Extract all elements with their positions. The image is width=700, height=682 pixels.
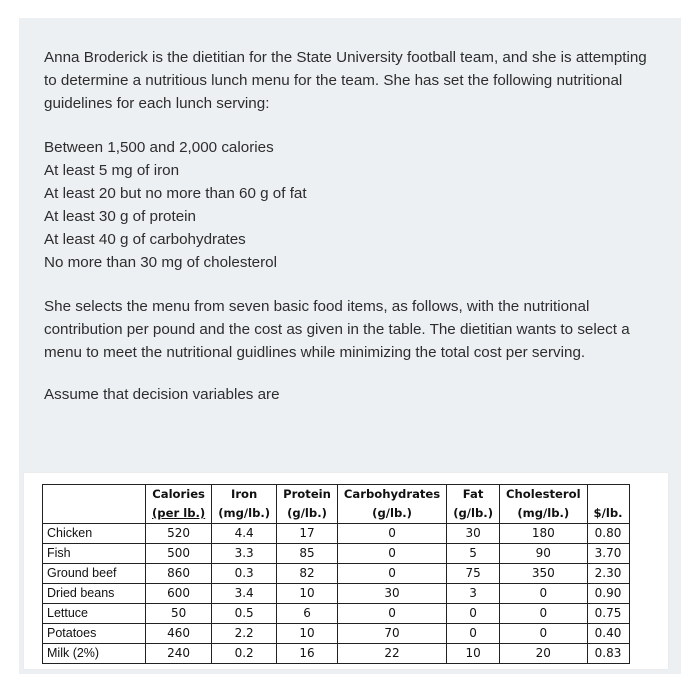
table-cell: 3.70 [587,544,629,564]
table-cell: 2.30 [587,564,629,584]
table-cell: 3.4 [212,584,277,604]
table-cell: 0 [337,524,446,544]
header-cholesterol: Cholesterol [500,485,588,505]
table-cell: 600 [146,584,212,604]
header-iron: Iron [212,485,277,505]
table-row [43,524,630,544]
guideline-carbohydrates: At least 40 g of carbohydrates [44,231,246,248]
table-row [43,624,630,644]
unit-iron: (mg/lb.) [212,504,277,524]
table-cell: 85 [277,544,338,564]
problem-text [44,46,654,406]
table-cell: 16 [277,644,338,664]
food-name-cell: Lettuce [43,604,146,624]
table-cell: 0 [337,544,446,564]
table-cell: 0 [500,584,588,604]
food-name-cell: Dried beans [43,584,146,604]
table-cell: 0.80 [587,524,629,544]
table-body [43,524,630,664]
table-cell: 22 [337,644,446,664]
intro-paragraph: Anna Broderick is the dietitian for the State University football team, and she is attempting to determine a nutritious lunch menu for the team. She has set the following nutritional guidelines for each lunch serving: [44,49,647,112]
table-cell: 2.2 [212,624,277,644]
food-name-cell: Fish [43,544,146,564]
unit-carbohydrates: (g/lb.) [337,504,446,524]
table-cell: 10 [277,584,338,604]
food-name-cell: Chicken [43,524,146,544]
food-name-cell: Ground beef [43,564,146,584]
header-protein: Protein [277,485,338,505]
assume-paragraph: Assume that decision variables are [44,386,280,403]
guideline-calories: Between 1,500 and 2,000 calories [44,139,274,156]
table-cell: 82 [277,564,338,584]
table-cell: 350 [500,564,588,584]
table-cell: 0.90 [587,584,629,604]
table-cell: 10 [277,624,338,644]
table-row [43,644,630,664]
table-cell: 30 [337,584,446,604]
header-carbohydrates: Carbohydrates [337,485,446,505]
guideline-protein: At least 30 g of protein [44,208,196,225]
table-cell: 75 [447,564,500,584]
unit-food [43,504,146,524]
table-cell: 0.40 [587,624,629,644]
guideline-cholesterol: No more than 30 mg of cholesterol [44,254,277,271]
table-cell: 0 [447,604,500,624]
table-cell: 0 [500,604,588,624]
food-name-cell: Milk (2%) [43,644,146,664]
table-cell: 3 [447,584,500,604]
guideline-iron: At least 5 mg of iron [44,162,180,179]
table-header-row-top [43,485,630,505]
nutrition-table [42,484,630,664]
table-cell: 0.75 [587,604,629,624]
table-cell: 6 [277,604,338,624]
table-row [43,564,630,584]
table-cell: 0 [447,624,500,644]
table-cell: 460 [146,624,212,644]
unit-fat: (g/lb.) [447,504,500,524]
nutrition-table-image [24,473,668,669]
table-cell: 0 [337,604,446,624]
unit-cholesterol: (mg/lb.) [500,504,588,524]
table-cell: 50 [146,604,212,624]
table-cell: 10 [447,644,500,664]
table-cell: 17 [277,524,338,544]
description-paragraph: She selects the menu from seven basic food items, as follows, with the nutritional contribution per pound and the cost as given in the table. The dietitian wants to select a menu to meet the nutritional guidlines while minimizing the total cost per serving. [44,298,630,361]
table-cell: 0 [500,624,588,644]
table-row [43,604,630,624]
table-row [43,584,630,604]
table-cell: 20 [500,644,588,664]
table-cell: 0.5 [212,604,277,624]
table-cell: 240 [146,644,212,664]
table-cell: 5 [447,544,500,564]
food-name-cell: Potatoes [43,624,146,644]
table-cell: 4.4 [212,524,277,544]
table-cell: 860 [146,564,212,584]
unit-cost: $/lb. [587,504,629,524]
table-cell: 180 [500,524,588,544]
table-cell: 3.3 [212,544,277,564]
unit-calories: (per lb.) [152,506,206,520]
table-cell: 0.2 [212,644,277,664]
table-cell: 70 [337,624,446,644]
header-food [43,485,146,505]
table-cell: 30 [447,524,500,544]
table-cell: 90 [500,544,588,564]
table-cell: 0.83 [587,644,629,664]
header-calories: Calories [146,485,212,505]
table-cell: 0.3 [212,564,277,584]
header-cost [587,485,629,505]
table-row [43,544,630,564]
table-cell: 500 [146,544,212,564]
table-cell: 520 [146,524,212,544]
header-fat: Fat [447,485,500,505]
unit-protein: (g/lb.) [277,504,338,524]
table-cell: 0 [337,564,446,584]
table-header-row-units [43,504,630,524]
guideline-fat: At least 20 but no more than 60 g of fat [44,185,307,202]
